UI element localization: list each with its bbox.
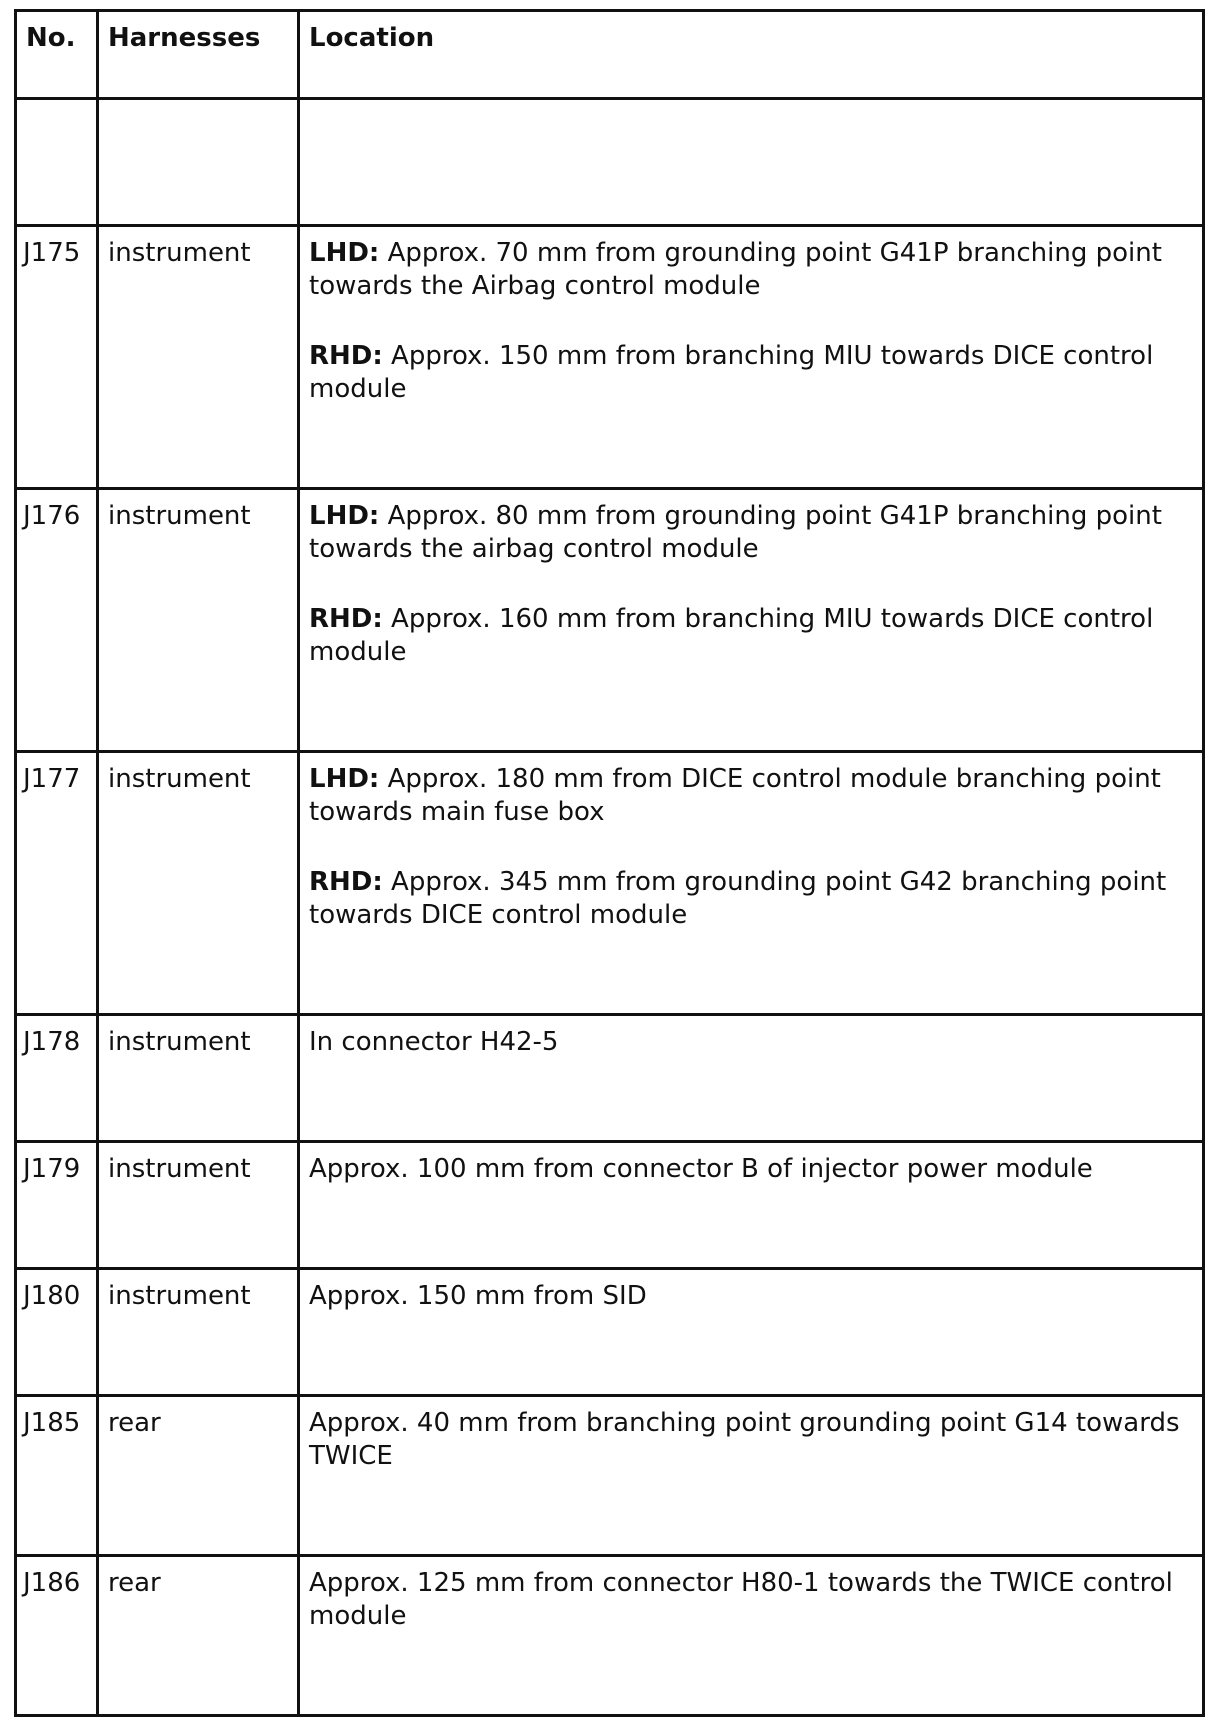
cell-no: J176 [16, 489, 98, 752]
rhd-note [309, 340, 1194, 406]
cell-harness: instrument [98, 1269, 299, 1396]
header-no: No. [16, 11, 98, 99]
cell-location: Approx. 125 mm from connector H80-1 towards the TWICE control module [299, 1556, 1204, 1716]
rhd-text: Approx. 150 mm from branching MIU towards DICE control module [309, 341, 1154, 404]
rhd-text: Approx. 345 mm from grounding point G42 branching point towards DICE control module [309, 867, 1167, 930]
rhd-note [309, 603, 1194, 669]
cell-no: J179 [16, 1142, 98, 1269]
cell-location: Approx. 100 mm from connector B of injector power module [299, 1142, 1204, 1269]
lhd-text: Approx. 180 mm from DICE control module branching point towards main fuse box [309, 764, 1161, 827]
rhd-note [309, 866, 1194, 932]
cell-no: J175 [16, 226, 98, 489]
table-row [16, 752, 1204, 1015]
lhd-label: LHD: [309, 238, 380, 268]
table-row [16, 226, 1204, 489]
cell-location: In connector H42-5 [299, 1015, 1204, 1142]
cell-no: J178 [16, 1015, 98, 1142]
cell-location [299, 226, 1204, 489]
table-row [16, 1269, 1204, 1396]
rhd-label: RHD: [309, 604, 383, 634]
table-row [16, 1556, 1204, 1716]
table-row [16, 489, 1204, 752]
rhd-label: RHD: [309, 867, 383, 897]
cell-location [299, 752, 1204, 1015]
table-row [16, 1142, 1204, 1269]
cell-harness: instrument [98, 752, 299, 1015]
cell-harness: rear [98, 1556, 299, 1716]
rhd-label: RHD: [309, 341, 383, 371]
lhd-note [309, 237, 1194, 303]
cell-harness [98, 99, 299, 226]
lhd-text: Approx. 70 mm from grounding point G41P branching point towards the Airbag control module [309, 238, 1162, 301]
cell-location [299, 99, 1204, 226]
rhd-text: Approx. 160 mm from branching MIU towards DICE control module [309, 604, 1154, 667]
lhd-note [309, 763, 1194, 829]
cell-location [299, 489, 1204, 752]
header-row [16, 11, 1204, 99]
cell-harness: instrument [98, 226, 299, 489]
header-harnesses: Harnesses [98, 11, 299, 99]
cell-harness: instrument [98, 1142, 299, 1269]
cell-no [16, 99, 98, 226]
cell-no: J185 [16, 1396, 98, 1556]
table-row [16, 99, 1204, 226]
cell-no: J177 [16, 752, 98, 1015]
cell-harness: rear [98, 1396, 299, 1556]
cell-no: J180 [16, 1269, 98, 1396]
header-location: Location [299, 11, 1204, 99]
lhd-text: Approx. 80 mm from grounding point G41P branching point towards the airbag control module [309, 501, 1162, 564]
cell-location: Approx. 150 mm from SID [299, 1269, 1204, 1396]
harness-location-table [14, 9, 1205, 1717]
lhd-label: LHD: [309, 764, 380, 794]
table-row [16, 1015, 1204, 1142]
lhd-note [309, 500, 1194, 566]
cell-harness: instrument [98, 1015, 299, 1142]
lhd-label: LHD: [309, 501, 380, 531]
table-row [16, 1396, 1204, 1556]
cell-location: Approx. 40 mm from branching point grounding point G14 towards TWICE [299, 1396, 1204, 1556]
cell-harness: instrument [98, 489, 299, 752]
cell-no: J186 [16, 1556, 98, 1716]
